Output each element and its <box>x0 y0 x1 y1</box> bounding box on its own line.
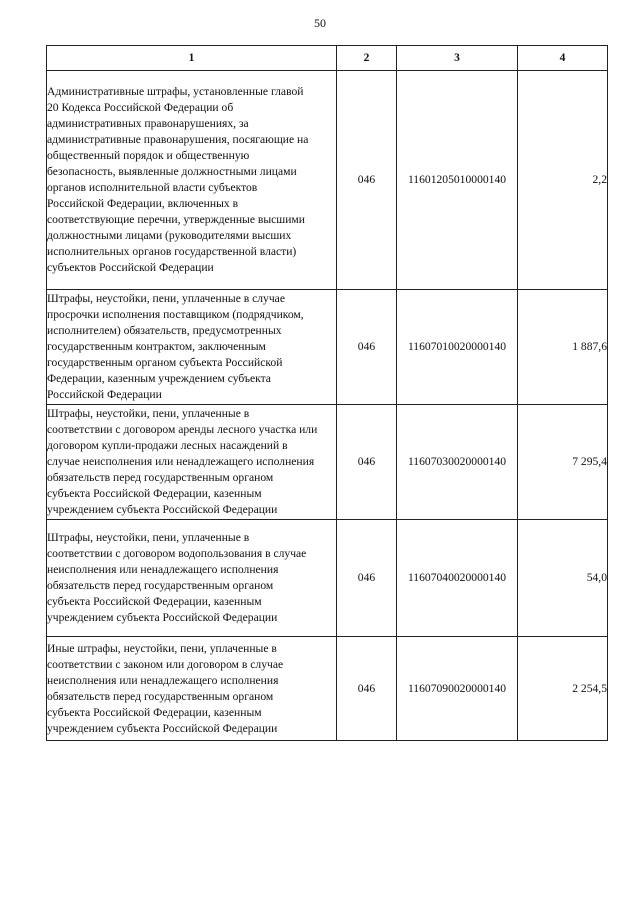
amount-value: 2 254,5 <box>518 637 608 741</box>
column-header-2: 2 <box>337 46 397 71</box>
table-row <box>47 290 608 405</box>
budget-classification-code: 11601205010000140 <box>397 71 518 290</box>
revenue-description: Штрафы, неустойки, пени, уплаченные в случае просрочки исполнения поставщиком (подрядчиком, исполнителем) обязательств, предусмотренных государственным контрактом, заключенным государственным органом субъекта Российской Федерации, казенным учреждением субъекта Российской Федерации <box>47 290 337 405</box>
administrator-code: 046 <box>337 71 397 290</box>
table-row <box>47 405 608 520</box>
administrator-code: 046 <box>337 520 397 637</box>
budget-classification-code: 11607010020000140 <box>397 290 518 405</box>
column-header-4: 4 <box>518 46 608 71</box>
revenue-description: Иные штрафы, неустойки, пени, уплаченные в соответствии с законом или договором в случае неисполнения или ненадлежащего исполнения обязательств перед государственным органом субъекта Российской Федерации, казенным учреждением субъекта Российской Федерации <box>47 637 337 741</box>
revenue-description: Штрафы, неустойки, пени, уплаченные в соответствии с договором водопользования в случае неисполнения или ненадлежащего исполнения обязательств перед государственным органом субъекта Российской Федерации, казенным учреждением субъекта Российской Федерации <box>47 520 337 637</box>
amount-value: 1 887,6 <box>518 290 608 405</box>
table-row <box>47 71 608 290</box>
administrator-code: 046 <box>337 405 397 520</box>
amount-value: 7 295,4 <box>518 405 608 520</box>
revenue-description: Административные штрафы, установленные главой 20 Кодекса Российской Федерации об административных правонарушениях, за административные правонарушения, посягающие на общественный порядок и общественную безопасность, выявленные должностными лицами органов исполнительной власти субъектов Российской Федерации, включенных в соответствующие перечни, утвержденные высшими должностными лицами (руководителями высших исполнительных органов государственной власти) субъектов Российской Федерации <box>47 71 337 290</box>
administrator-code: 046 <box>337 637 397 741</box>
budget-classification-code: 11607040020000140 <box>397 520 518 637</box>
administrator-code: 046 <box>337 290 397 405</box>
column-header-1: 1 <box>47 46 337 71</box>
amount-value: 54,0 <box>518 520 608 637</box>
budget-classification-code: 11607090020000140 <box>397 637 518 741</box>
table-header-row <box>47 46 608 71</box>
page-number: 50 <box>314 16 326 30</box>
budget-classification-code: 11607030020000140 <box>397 405 518 520</box>
table-row <box>47 637 608 741</box>
amount-value: 2,2 <box>518 71 608 290</box>
revenue-description: Штрафы, неустойки, пени, уплаченные в соответствии с договором аренды лесного участка или договором купли-продажи лесных насаждений в случае неисполнения или ненадлежащего исполнения обязательств перед государственным органом субъекта Российской Федерации, казенным учреждением субъекта Российской Федерации <box>47 405 337 520</box>
column-header-3: 3 <box>397 46 518 71</box>
table-row <box>47 520 608 637</box>
revenue-table <box>46 45 608 741</box>
